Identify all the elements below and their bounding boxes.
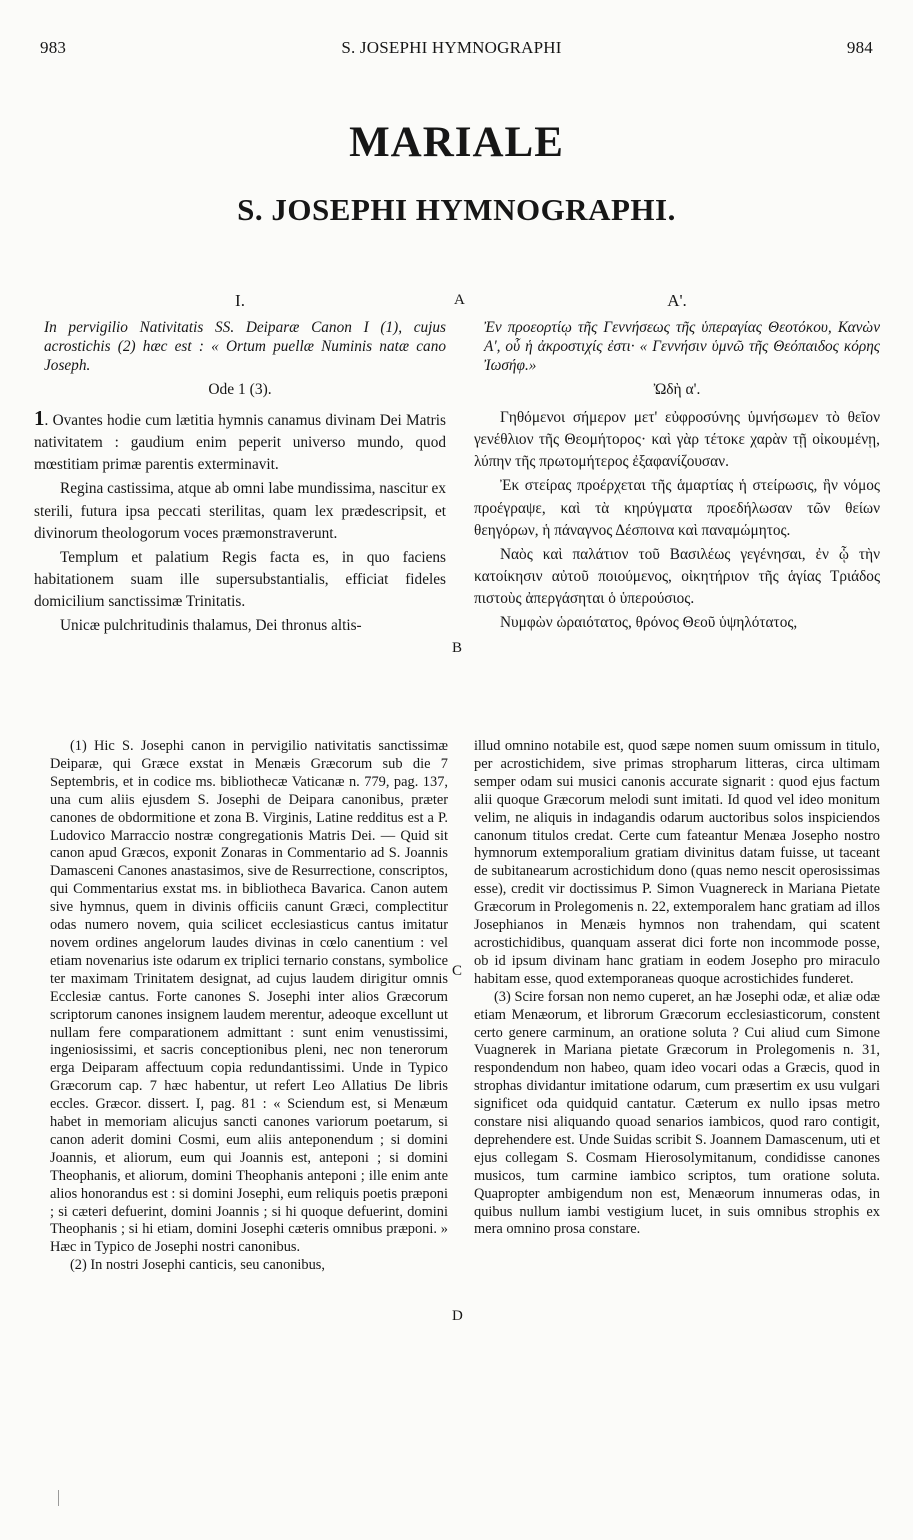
margin-marker-c: C <box>452 963 463 979</box>
greek-verse-2: Ἐκ στείρας προέρχεται τῆς ἁμαρτίας ἡ στείρωσις, ἣν νόμος προέγραψε, καὶ τὰ κηρύγματα προεδήλωσαν τῶν θείων θεηγόρων, ἡ πάναγνος Δέσποινα καὶ παναμώμητος. <box>474 477 880 539</box>
greek-verse-4: Νυμφὼν ὡραιότατος, θρόνος Θεοῦ ὑψηλότατος, <box>500 614 798 632</box>
latin-section-heading: I. <box>235 291 245 310</box>
greek-section-heading: Α'. <box>667 291 687 310</box>
latin-verse-4: Unicæ pulchritudinis thalamus, Dei thronus altis- <box>60 617 362 635</box>
greek-verse-1: Γηθόμενοι σήμερον μετ' εὐφροσύνης ὑμνήσωμεν τὸ θεῖον γενέθλιον τῆς Θεομήτορος· καὶ γὰρ τέτοκε χαρὰν τῇ οἰκουμένῃ, λύπην τῆς πρωτομήτερος ἐξαφανίζουσαν. <box>474 409 880 471</box>
greek-ode-heading: Ὠδὴ α'. <box>653 381 701 399</box>
latin-verse-2: Regina castissima, atque ab omni labe mundissima, nascitur ex sterili, futura ipsa peccati sterilitas, quam lex prædescripsit, et divinorum theologorum voces præmonstraverunt. <box>34 480 446 542</box>
running-title: S. JOSEPHI HYMNOGRAPHI <box>341 38 562 57</box>
latin-verse-3: Templum et palatium Regis facta es, in quo faciens habitationem suam ille supersubstantialis, efficiat fideles domicilium sanctissimæ Trinitatis. <box>34 548 446 610</box>
latin-verse-1: 1. Ovantes hodie cum lætitia hymnis canamus divinam Dei Matris nativitatem : gaudium enim peperit universo mundo, quod mœstitiam primæ parentis exterminavit. <box>34 406 446 474</box>
greek-canon-title: Ἐν προεορτίῳ τῆς Γεννήσεως τῆς ὑπεραγίας Θεοτόκου, Κανὼν Α', οὗ ἡ ἀκροστιχίς ἐστι· « Γεννήσιν ὑμνῶ τῆς Θεόπαιδος κόρης Ἰωσήφ.» <box>484 319 880 375</box>
margin-marker-d: D <box>452 1308 463 1324</box>
verse-number: 1 <box>34 406 45 431</box>
latin-column <box>34 290 446 639</box>
page-number-right: 984 <box>846 38 873 57</box>
footnote-1: (1) Hic S. Josephi canon in pervigilio nativitatis sanctissimæ Deiparæ, qui Græce exstat in Menæis Græcorum sub die 7 Septembris, et in codice ms. bibliothecæ Vaticanæ n. 779, pag. 137, una cum aliis ejusdem S. Josephi de Deipara canonibus, præter canones de obdormitione et zona B. Virginis, Latine redditus est a P. Ludovico Marraccio nostræ congregationis Matris Dei. — Quid sit canon apud Græcos, exponit Zonaras in Commentario ad S. Joannis Damasceni Canones anastasimos, sive de Resurrectione, conscriptos, qui Commentarius exstat ms. in bibliotheca Bavarica. Canon autem sive hymnus, quem in divinis officiis canunt Græci, complectitur odas numero novem, quia scilicet ecclesiasticus cantus imitatur novem ordines angelorum laudes divinas in cœlo canentium : vel etiam novenarius iste odarum ex triplici ternario constans, symbolice ter maximam Trinitatem designat, ad cujus laudem dirigitur omnis Ecclesiæ cantus. Forte canones S. Josephi inter alios Græcorum scriptorum canones insignem laudem merentur, adeoque excellunt ut nullam fere comparationem admittant : sunt enim venustissimi, ingeniosissimi, et sacris conceptionibus pleni, nec non tenerorum erga Deiparam affectuum copia redundantissimi. Unde in Typico Græcorum cap. 7 hæc habentur, ut refert Leo Allatius De libris eccles. Græcor. dissert. I, pag. 81 : « Sciendum est, si Menæum habet in memoriam alicujus sancti canones variorum poetarum, si canon aderit domini Cosmi, eum aliis anteponendum ; si domini Joannis, et aliorum, eum qui Joannis est, anteponi ; si domini Theophanis, et aliorum, domini Theophanis anteponi ; ille enim ante alios honorandus est : si domini Josephi, eum reliquis poetis præponi ; si cæteri defuerint, domini Joannis ; si hi quoque defuerint, domini Theophanis ; si hi etiam, domini Josephi cæteris omnibus præponi. » Hæc in Typico de Josephi nostri canonibus. <box>50 738 448 1256</box>
latin-ode-heading: Ode 1 (3). <box>208 381 272 399</box>
margin-tick-mark <box>58 1490 59 1506</box>
footnotes-right <box>474 738 880 1239</box>
greek-column <box>474 290 880 636</box>
footnote-2-continued: illud omnino notabile est, quod sæpe nomen suum omissum in titulo, per acrostichidem, sive primas stropharum litteras, circa ultimam semper odam sui musici canonis accurate signarit : quod ejus factum alii quoque Græcorum melodi sunt imitati. Id quod vel ideo monitum velim, ne aliquis in indagandis odarum auctoribus solos inspiciendos canonum titulos credat. Certe cum fateantur Menæa Josepho nostro hymnorum extemporalium gratiam divinitus datam fuisse, ut taceant de subitanearum acrostichidum dono (quas nemo nescit operosissimas esse), credit vir doctissimus P. Simon Vuagnereck in Mariana Pietate Græcorum in Prolegomenis n. 22, extemporalem hanc gratiam ad illos Josephianos in Menæis hymnos non trahendam, qui scatent acrostichidibus, quanquam asserat dici forte non incommode posse, ob id ipsum divinam hanc gratiam in eodem Josepho pro miraculo habitam esse, quod extemporaneas quoque acrostichides funderet. <box>474 738 880 987</box>
sub-title: S. JOSEPHI HYMNOGRAPHI. <box>237 192 676 227</box>
running-header <box>30 38 873 64</box>
page-number-left: 983 <box>40 38 67 57</box>
footnote-2-start: (2) In nostri Josephi canticis, seu canonibus, <box>70 1257 325 1274</box>
latin-verse-1-text: Ovantes hodie cum lætitia hymnis canamus divinam Dei Matris nativitatem : gaudium enim peperit universo mundo, quod mœstitiam primæ parentis exterminavit. <box>34 412 446 474</box>
footnotes-left <box>50 738 448 1275</box>
greek-verse-3: Ναὸς καὶ παλάτιον τοῦ Βασιλέως γεγένησαι, ἐν ᾧ τὴν κατοίκησιν αὐτοῦ ποιούμενος, οἰκητήριον τῆς ἁγίας Τριάδος πιστοὺς ἀπεργάσηται ὁ ὑπερούσιος. <box>474 545 880 607</box>
margin-marker-b: B <box>452 640 463 656</box>
footnote-3: (3) Scire forsan non nemo cuperet, an hæ Josephi odæ, et aliæ odæ etiam Menæorum, et librorum Græcorum ecclesiasticorum, constent certo genere carminum, an oratione soluta ? Cui aliud cum Simone Vuagnerek in Mariana pietate Græcorum in Prolegomenis n. 31, respondendum non habeo, quam ideo vocari odas a Græcis, quod in strophas dividantur imitatione odarum, cum præsertim ex usu vulgari significet oda quidquid cantatur. Cæterum ex nullo ipsas metro constare nisi aliquando quoad senarios iambicos, quod raro contigit, deprehendere est. Unde Suidas scribit S. Joannem Damascenum, uti et ejus collegam S. Cosmam Hierosolymitanum, condidisse canones musicos, tum carmine iambico scriptos, tum oratione soluta. Quapropter ambigendum non est, Menæorum innumeras odas, in quibus nullum iambi vestigium lucet, in suis omnibus strophis ex mera omnino prosa constare. <box>474 988 880 1238</box>
main-title: MARIALE <box>349 119 564 166</box>
margin-marker-a: A <box>454 292 465 308</box>
latin-canon-title: In pervigilio Nativitatis SS. Deiparæ Canon I (1), cujus acrostichis (2) hæc est : « Ortum puellæ Numinis natæ cano Joseph. <box>44 319 446 375</box>
